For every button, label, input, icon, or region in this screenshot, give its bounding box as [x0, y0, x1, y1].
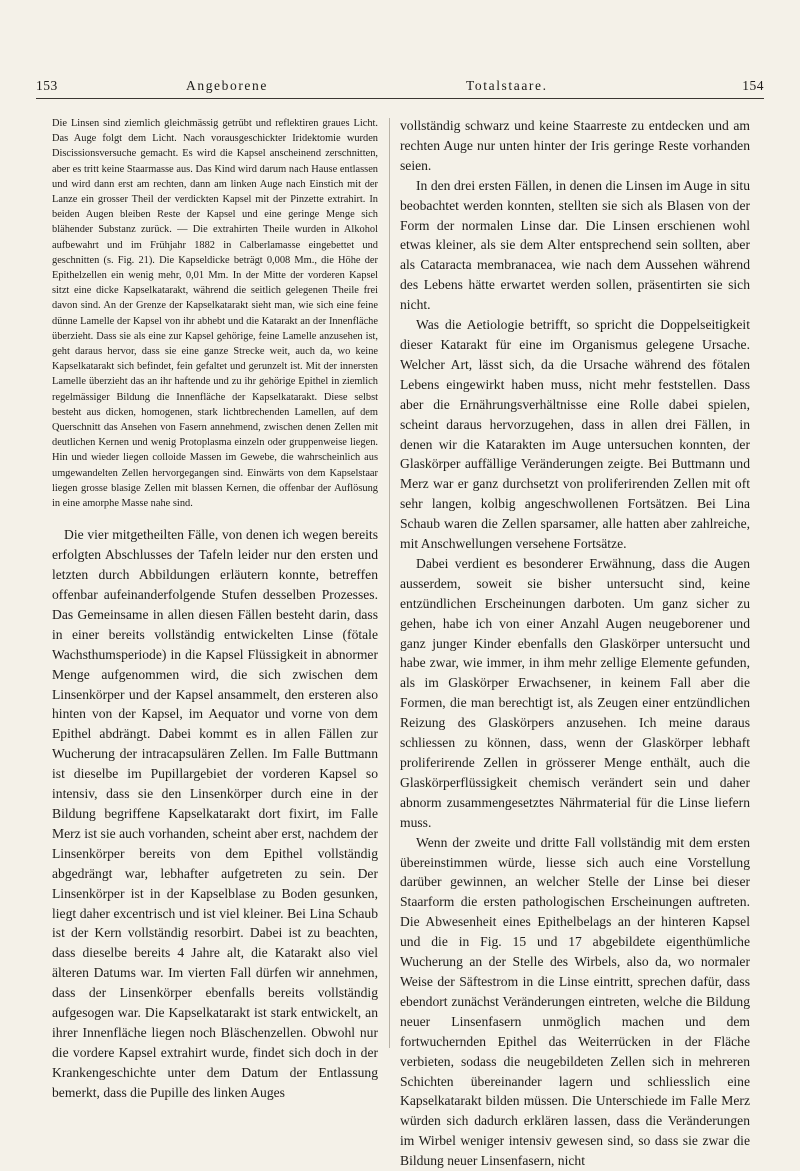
running-title-right: Totalstaare. — [466, 78, 548, 93]
right-paragraph-3: Was die Aetiologie betrifft, so spricht die Doppelseitigkeit dieser Katarakt für eine im Organismus gelegene Ursache. Welcher Art, lässt sich, da die Ursache während des fötalen Lebens eingewirkt haben muss, nicht mehr feststellen. Dass aber die Ernährungsverhältnisse eine Rolle dabei spielen, scheint daraus hervorzugehen, dass in allen drei Fällen, in denen wir die Katarakten im Auge untersuchen konnten, der Glaskörper auffällige Veränderungen zeigte. Bei Buttmann und Merz war er ganz durchsetzt von proliferirenden Zellen mit oft sehr langen, kolbig angeschwollenen Fortsätzen. Bei Lina Schaub waren die Zellen sparsamer, alle hatten aber zahlreiche, mit Anschwellungen versehene Fortsätze. — [400, 317, 750, 552]
right-paragraph-4: Dabei verdient es besonderer Erwähnung, dass die Augen ausserdem, soweit sie bisher untersucht sind, keine entzündlichen Erscheinungen darboten. Um ganz sicher zu gehen, habe ich von einer Anzahl Augen neugeborener und ganz junger Kinder ebenfalls den Glaskörper untersucht und habe zwar, wie immer, in ihm mehr zellige Elemente gefunden, als im Glaskörper Erwachsener, in keinem Fall aber die Formen, die man berechtigt ist, als Zeugen einer entzündlichen Reizung des Glaskörpers anzusehen. Ich meine daraus schliessen zu können, dass, wenn der Glaskörper lebhaft proliferirende Zellen in grösserer Menge enthält, auch die Glaskörperflüssigkeit chemisch verändert sein und daher abnorm zusammengesetztes Nährmaterial für die Linse liefern muss. — [400, 555, 750, 830]
case-report-paragraph: Die Linsen sind ziemlich gleichmässig getrübt und reflektiren graues Licht. Das Auge folgt dem Licht. Nach vorausgeschickter Iridektomie wurden Discissionsversuche gemacht. Es wird die Kapsel anscheinend zerschnitten, aber es tritt keine Staarmasse aus. Das Kind wird darum nach Hause entlassen und wird dann erst am rechten, dann am linken Auge nach Einstich mit der Lanze ein grosser Theil der verdickten Kapsel mit der Pinzette extrahirt. In beiden Augen bleiben Reste der Kapsel und eine geringe Menge sich blähender Substanz zurück. — Die extrahirten Theile wurden in Alkohol aufbewahrt und im Frühjahr 1882 in Calberlamasse eingebettet und geschnitten (s. Fig. 21). Die Kapseldicke beträgt 0,008 Mm., die Höhe der Epithelzellen ein wenig mehr, 0,01 Mm. In der Mitte der vorderen Kapsel sitzt eine dicke Kapselkatarakt, während die seitlich gelegenen Theile frei davon sind. An der Grenze der Kapselkatarakt sieht man, wie sich eine feine dünne Lamelle der Kapsel von ihr abhebt und die Katarakt an der Innenfläche überzieht. Dass sie als eine zur Kapsel gehörige, feine Lamelle anzusehen ist, geht daraus hervor, dass sie eine ganze Strecke weit, auch da, wo keine Kapselkatarakt sich befindet, fein gefaltet und gerunzelt ist. Mit der innersten Lamelle überzieht das an ihr haftende und zu ihr gehörige Epithel in ziemlich regelmässiger Bildung die Innenfläche der Kapselkatarakt. Diese selbst besteht aus dicken, homogenen, stark lichtbrechenden Lamellen, auf dem Querschnitt das Ansehen von Fasern annehmend, zwischen denen Zellen mit deutlichen Kernen und wenig Protoplasma einzeln oder gruppenweise liegen. Hin und wieder liegen colloide Massen im Gewebe, die wahrscheinlich aus umgewandelten Zellen hervorgegangen sind. Einwärts von dem Kapselstaar liegen grosse blasige Zellen mit blassen Kernen, die offenbar der Auflösung in eine amorphe Masse nahe sind. — [52, 118, 378, 510]
right-paragraph-1: vollständig schwarz und keine Staarreste zu entdecken und am rechten Auge nur unten hinter der Iris geringe Reste vorhanden seien. — [400, 118, 750, 173]
running-title-left: Angeborene — [186, 78, 268, 93]
discussion-paragraph: Die vier mitgetheilten Fälle, von denen ich wegen bereits erfolgten Abschlusses der Tafeln leider nur den ersten und letzten durch Abbildungen erläutern konnte, betreffen offenbar aufeinanderfolgende Stufen desselben Prozesses. Das Gemeinsame in allen diesen Fällen besteht darin, dass in einer bereits vollständig entwickelten Linse (fötale Wachsthumsperiode) in die Kapsel Flüssigkeit in abnormer Menge aufgenommen wird, die sich zwischen dem Linsenkörper und der Kapsel ansammelt, den ersteren also hinten von der Kapsel, im Aequator und vorne von dem Epithel abdrängt. Dabei kommt es in allen Fällen zur Wucherung der intracapsulären Zellen. Im Falle Buttmann ist dieselbe im Pupillargebiet der vorderen Kapsel so intensiv, dass sie den Linsenkörper durch eine in der Bildung begriffene Kapselkatarakt dort fixirt, im Falle Merz ist sie auch vorhanden, scheint aber erst, nachdem der Linsenkörper bereits von dem Epithel vollständig abgedrängt war, lebhafter aufgetreten zu sein. Der Linsenkörper ist in der Kapselblase zu Boden gesunken, liegt daher excentrisch und ist viel kleiner. Bei Lina Schaub ist der Kern vollständig resorbirt. Dabei ist zu beachten, dass dieselbe bereits 4 Jahre alt, die Katarakt also viel älteren Datums war. Im vierten Fall dürfen wir annehmen, dass der Linsenkörper ebenfalls bereits vollständig aufgesogen war. Die Kapselkatarakt ist stark entwickelt, an ihrer Innenfläche liegen noch Bläschenzellen. Obwohl nur die vordere Kapsel extrahirt wurde, findet sich doch in der Krankengeschichte unter dem Datum der Entlassung bemerkt, dass die Pupille des linken Auges — [52, 527, 378, 1100]
header-rule — [36, 98, 764, 99]
right-column — [400, 116, 750, 1171]
column-divider — [389, 118, 390, 1048]
page-number-left: 153 — [36, 78, 58, 93]
page-number-right: 154 — [742, 78, 764, 93]
running-header — [36, 78, 764, 96]
right-paragraph-2: In den drei ersten Fällen, in denen die Linsen im Auge in situ beobachtet werden konnten, stellten sie sich als Blasen von der Form der normalen Linse dar. Die Linsen erschienen wohl etwas kleiner, als sie dem Alter entsprechend sein sollten, aber als Cataracta membranacea, wie nach dem Aussehen während des Lebens hätte erwartet werden sollen, präsentirten sie sich nicht. — [400, 177, 750, 313]
left-column — [52, 116, 378, 1103]
right-paragraph-5: Wenn der zweite und dritte Fall vollständig mit dem ersten übereinstimmen würde, liesse sich auch eine Vorstellung darüber gewinnen, an welcher Stelle der Linse bei dieser Staarform die ersten pathologischen Erscheinungen auftreten. Die Abwesenheit eines Epithelbelags an der hinteren Kapsel und die in Fig. 15 und 17 abgebildete eigenthümliche Wucherung an der Stelle des Wirbels, also da, wo normaler Weise der Säftestrom in die Linse eintritt, sprechen dafür, dass ebendort zunächst Veränderungen eintreten, welche die Bildung neuer Linsenfasern unmöglich machen und dem fortwuchernden Epithel das Weiterrücken in der Fläche verbieten, sodass die neugebildeten Zellen sich in mehreren Schichten übereinander lagern und schliesslich eine Kapselkatarakt bilden müssen. Die Unterschiede im Falle Merz würden sich dadurch erklären lassen, dass die Veränderungen im Wirbel weniger intensiv gewesen sind, so dass sie zwar die Bildung neuer Linsenfasern, nicht — [400, 834, 750, 1169]
